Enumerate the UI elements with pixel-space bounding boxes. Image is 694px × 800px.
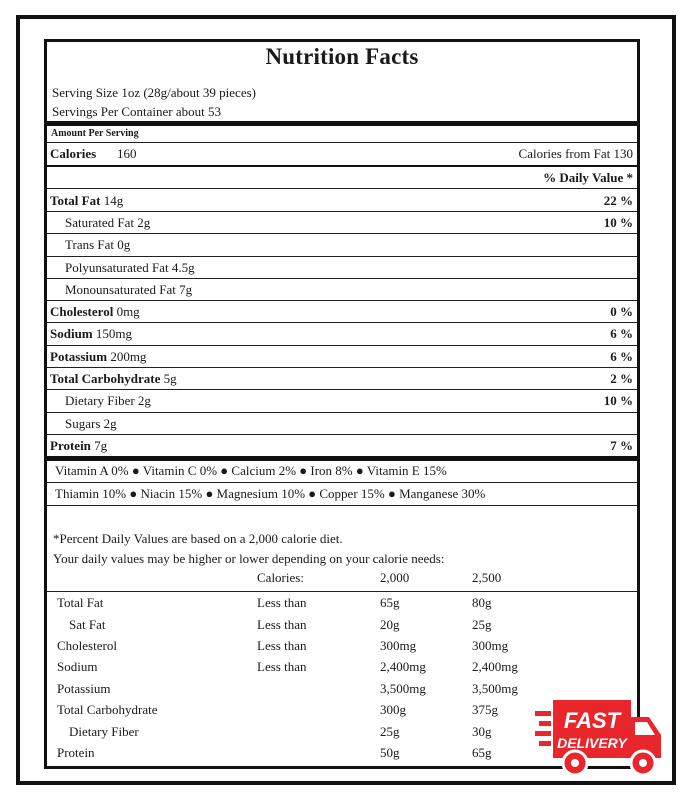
divider xyxy=(47,142,637,143)
divider xyxy=(47,211,637,212)
table-row-2500: 375g xyxy=(472,702,498,717)
nutrient-amount: 150mg xyxy=(95,326,133,341)
nutrient-amount: 7g xyxy=(94,438,108,453)
nutrient-name: Potassium xyxy=(50,349,108,364)
table-row-2500: 65g xyxy=(472,745,492,760)
divider xyxy=(47,389,637,390)
nutrient-row-protein xyxy=(47,438,637,456)
nutrient-row-trans-fat xyxy=(47,237,637,255)
nutrient-name: Total Fat xyxy=(50,193,101,208)
nutrient-dv: 6 % xyxy=(610,349,633,364)
nutrient-name: Polyunsaturated Fat xyxy=(65,260,169,275)
table-row-qualifier: Less than xyxy=(257,617,307,632)
divider xyxy=(47,456,637,461)
table-row-2500: 300mg xyxy=(472,638,509,653)
divider xyxy=(47,278,637,279)
table-header-2000: 2,000 xyxy=(380,570,410,585)
nutrient-name: Cholesterol xyxy=(50,304,114,319)
fast-delivery-badge xyxy=(533,697,665,780)
nutrient-name: Trans Fat xyxy=(65,237,115,252)
table-row-2500: 3,500mg xyxy=(472,681,518,696)
calories-value: 160 xyxy=(117,146,137,161)
amount-per-serving: Amount Per Serving xyxy=(51,128,139,139)
badge-line-1: FAST xyxy=(563,708,621,733)
table-row-name: Sodium xyxy=(57,659,98,674)
table-row-2000: 50g xyxy=(380,745,400,760)
nutrient-row-sugars xyxy=(47,416,637,434)
footnote-percent: *Percent Daily Values are based on a 2,000 calorie diet. xyxy=(53,531,343,546)
nutrient-dv: 10 % xyxy=(603,393,633,408)
divider xyxy=(47,412,637,413)
divider xyxy=(47,188,637,189)
divider xyxy=(47,300,637,301)
nutrition-facts-label xyxy=(44,39,640,769)
nutrient-amount: 4.5g xyxy=(171,260,195,275)
nutrient-row-total-carbohydrate xyxy=(47,371,637,389)
table-row-name: Cholesterol xyxy=(57,638,117,653)
nutrient-row-total-fat xyxy=(47,193,637,211)
divider xyxy=(47,434,637,435)
nutrient-amount: 7g xyxy=(179,282,193,297)
table-row-qualifier: Less than xyxy=(257,595,307,610)
table-row-qualifier: Less than xyxy=(257,638,307,653)
nutrient-name: Total Carbohydrate xyxy=(50,371,161,386)
divider xyxy=(47,505,637,506)
table-row-name: Protein xyxy=(57,745,95,760)
nutrient-row-cholesterol xyxy=(47,304,637,322)
vitamins-line-2: Thiamin 10% ● Niacin 15% ● Magnesium 10% ● Copper 15% ● Manganese 30% xyxy=(55,486,486,501)
nutrient-amount: 200mg xyxy=(110,349,147,364)
divider xyxy=(47,256,637,257)
table-row-name: Total Fat xyxy=(57,595,104,610)
table-row-2500: 80g xyxy=(472,595,492,610)
divider xyxy=(47,233,637,234)
divider xyxy=(47,367,637,368)
table-row-2000: 300g xyxy=(380,702,406,717)
divider xyxy=(47,165,637,167)
nutrient-row-sodium xyxy=(47,326,637,344)
nutrient-amount: 0mg xyxy=(116,304,140,319)
nutrient-dv: 22 % xyxy=(603,193,633,208)
vitamins-line-1: Vitamin A 0% ● Vitamin C 0% ● Calcium 2% ● Iron 8% ● Vitamin E 15% xyxy=(55,463,447,478)
nutrient-row-monounsaturated-fat xyxy=(47,282,637,300)
nutrient-row-potassium xyxy=(47,349,637,367)
divider xyxy=(47,591,637,592)
nutrient-dv: 10 % xyxy=(603,215,633,230)
calories-label: Calories xyxy=(50,146,97,161)
table-row-name: Total Carbohydrate xyxy=(57,702,158,717)
table-row-name: Dietary Fiber xyxy=(69,724,139,739)
label-title: Nutrition Facts xyxy=(265,44,419,69)
table-row-name: Potassium xyxy=(57,681,111,696)
table-row-2000: 25g xyxy=(380,724,400,739)
divider xyxy=(47,121,637,126)
nutrient-dv: 6 % xyxy=(610,326,633,341)
divider xyxy=(47,322,637,323)
table-row-2000: 2,400mg xyxy=(380,659,426,674)
footnote-calorie-needs: Your daily values may be higher or lower depending on your calorie needs: xyxy=(53,551,445,566)
table-row-qualifier: Less than xyxy=(257,659,307,674)
table-header-calories: Calories: xyxy=(257,570,304,585)
table-row-2000: 300mg xyxy=(380,638,417,653)
nutrient-dv: 2 % xyxy=(610,371,633,386)
table-row-2500: 25g xyxy=(472,617,492,632)
nutrient-dv: 0 % xyxy=(610,304,633,319)
nutrient-name: Monounsaturated Fat xyxy=(65,282,176,297)
nutrient-name: Protein xyxy=(50,438,91,453)
table-row-2000: 3,500mg xyxy=(380,681,426,696)
nutrient-row-polyunsaturated-fat xyxy=(47,260,637,278)
daily-value-header: % Daily Value * xyxy=(543,170,633,185)
nutrient-dv: 7 % xyxy=(610,438,633,453)
table-row-2000: 20g xyxy=(380,617,400,632)
delivery-truck-icon xyxy=(533,697,665,780)
serving-size: Serving Size 1oz (28g/about 39 pieces) xyxy=(52,85,256,100)
nutrient-amount: 2g xyxy=(137,215,151,230)
divider xyxy=(47,482,637,483)
nutrient-name: Sugars xyxy=(65,416,101,431)
nutrient-amount: 2g xyxy=(137,393,151,408)
nutrient-amount: 14g xyxy=(103,193,124,208)
calories-from-fat: Calories from Fat 130 xyxy=(518,146,633,161)
nutrient-name: Saturated Fat xyxy=(65,215,134,230)
table-row-2500: 30g xyxy=(472,724,492,739)
calories-row xyxy=(47,146,637,164)
nutrient-row-dietary-fiber xyxy=(47,393,637,411)
nutrient-row-saturated-fat xyxy=(47,215,637,233)
divider xyxy=(47,345,637,346)
nutrient-amount: 2g xyxy=(103,416,117,431)
nutrient-amount: 0g xyxy=(117,237,131,252)
table-row-name: Sat Fat xyxy=(69,617,106,632)
servings-per-container: Servings Per Container about 53 xyxy=(52,104,221,119)
nutrient-amount: 5g xyxy=(163,371,177,386)
nutrient-name: Dietary Fiber xyxy=(65,393,135,408)
badge-line-2: DELIVERY xyxy=(557,735,627,751)
daily-value-header-row xyxy=(47,170,637,188)
nutrient-name: Sodium xyxy=(50,326,93,341)
table-row-2500: 2,400mg xyxy=(472,659,518,674)
table-row-2000: 65g xyxy=(380,595,400,610)
table-header-2500: 2,500 xyxy=(472,570,502,585)
